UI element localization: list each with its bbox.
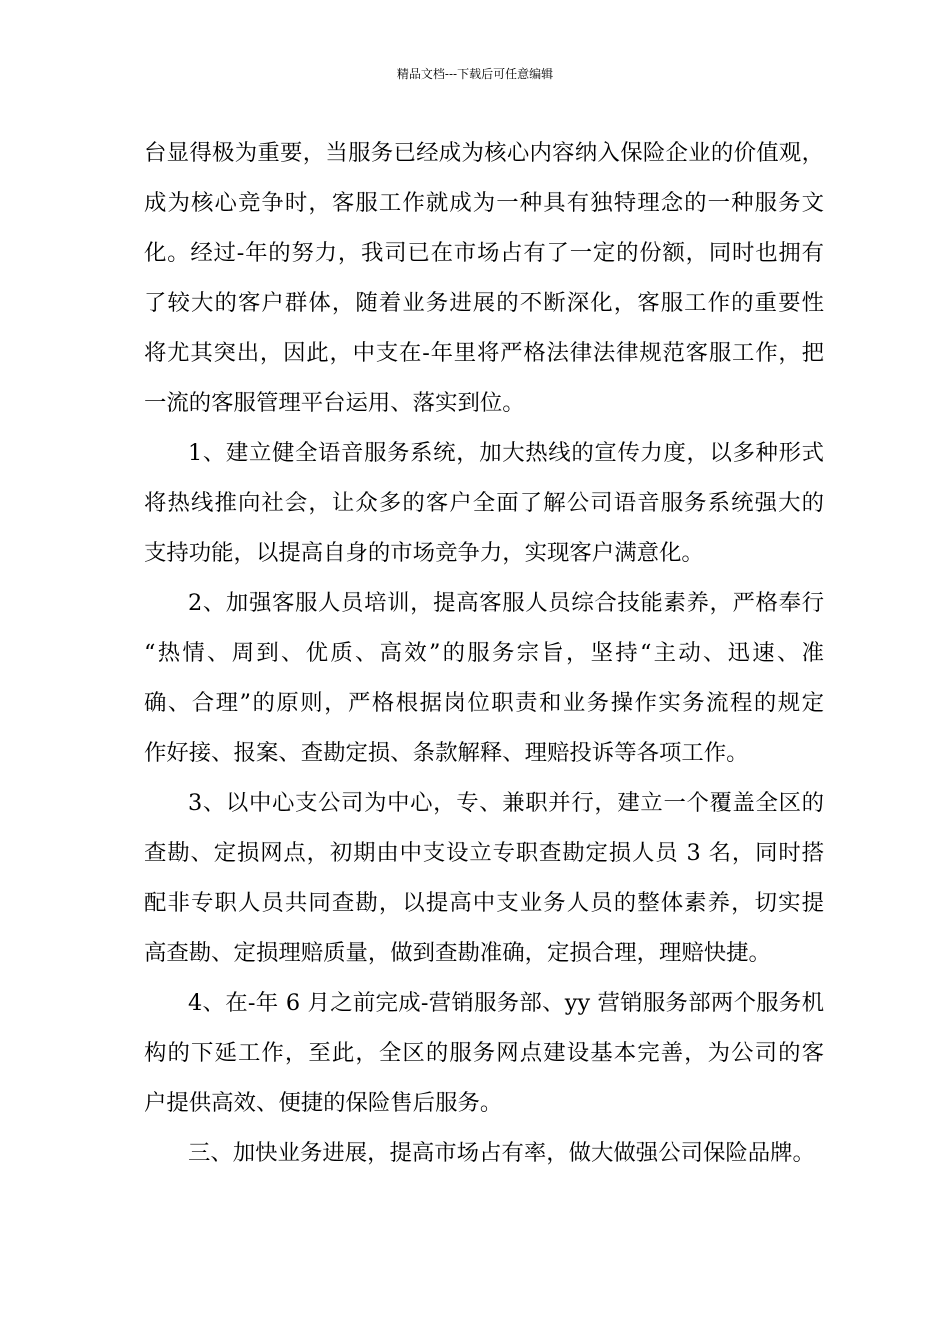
text-line: 化。经过-年的努力，我司已在市场占有了一定的份额，同时也拥有 — [144, 240, 824, 266]
text-line: 一流的客服管理平台运用、落实到位。 — [144, 390, 525, 416]
text-line: 了较大的客户群体，随着业务进展的不断深化，客服工作的重要性 — [144, 290, 824, 316]
text-line: 高查勘、定损理赔质量，做到查勘准确，定损合理，理赔快捷。 — [144, 940, 771, 966]
paragraph-item-4 — [144, 978, 824, 1128]
paragraph-item-3 — [144, 778, 824, 978]
text-line: 查勘、定损网点，初期由中支设立专职查勘定损人员 3 名，同时搭 — [144, 840, 824, 866]
text-line: 支持功能，以提高自身的市场竞争力，实现客户满意化。 — [144, 540, 704, 566]
paragraph-continuation — [144, 128, 824, 428]
text-line: 将热线推向社会，让众多的客户全面了解公司语音服务系统强大的 — [144, 490, 824, 516]
section-heading — [144, 1128, 824, 1178]
text-line: 将尤其突出，因此，中支在-年里将严格法律法律规范客服工作，把 — [144, 340, 824, 366]
text-line: 户提供高效、便捷的保险售后服务。 — [144, 1090, 503, 1116]
text-line: “热情、周到、优质、高效”的服务宗旨，坚持“主动、迅速、准 — [144, 640, 824, 666]
text-line: 三、加快业务进展，提高市场占有率，做大做强公司保险品牌。 — [188, 1140, 815, 1166]
text-line: 配非专职人员共同查勘，以提高中支业务人员的整体素养，切实提 — [144, 890, 824, 916]
text-line: 台显得极为重要，当服务已经成为核心内容纳入保险企业的价值观， — [144, 140, 824, 166]
text-line: 成为核心竞争时，客服工作就成为一种具有独特理念的一种服务文 — [144, 190, 824, 216]
paragraph-item-1 — [144, 428, 824, 578]
text-line: 作好接、报案、查勘定损、条款解释、理赔投诉等各项工作。 — [144, 740, 749, 766]
text-line: 3、以中心支公司为中心，专、兼职并行，建立一个覆盖全区的 — [188, 790, 824, 816]
paragraph-item-2 — [144, 578, 824, 778]
text-line: 2、加强客服人员培训，提高客服人员综合技能素养，严格奉行 — [188, 590, 824, 616]
document-body — [144, 128, 824, 1178]
text-line: 确、合理”的原则，严格根据岗位职责和业务操作实务流程的规定 — [144, 690, 824, 716]
text-line: 1、建立健全语音服务系统，加大热线的宣传力度，以多种形式 — [188, 440, 824, 466]
page-header: 精品文档---下载后可任意编辑 — [396, 67, 554, 81]
text-line: 构的下延工作，至此，全区的服务网点建设基本完善，为公司的客 — [144, 1040, 824, 1066]
text-line: 4、在-年 6 月之前完成-营销服务部、yy 营销服务部两个服务机 — [188, 990, 824, 1016]
